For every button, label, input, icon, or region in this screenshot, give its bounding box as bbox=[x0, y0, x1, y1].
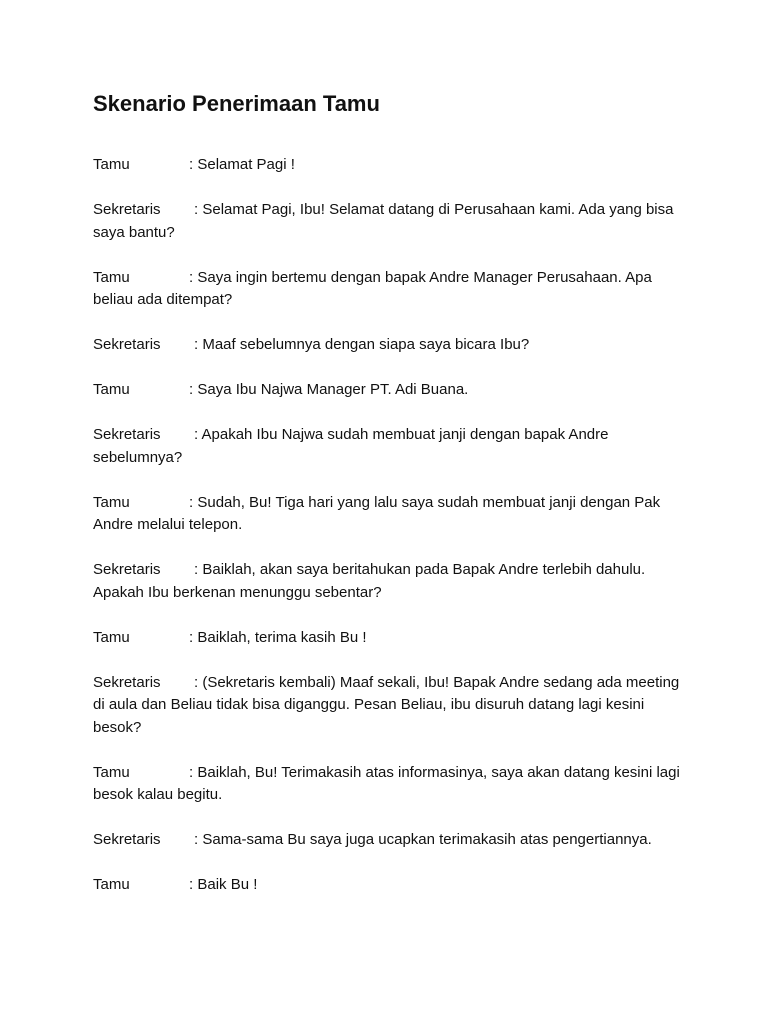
dialogue-text: Sudah, Bu! Tiga hari yang lalu saya sudah membuat janji dengan Pak Andre melalui telepon. bbox=[93, 493, 661, 533]
dialogue-line bbox=[93, 334, 693, 357]
dialogue-line bbox=[93, 424, 693, 469]
dialogue-text: Sama-sama Bu saya juga ucapkan terimakasih atas pengertiannya. bbox=[202, 831, 652, 848]
speaker-label: Tamu bbox=[93, 628, 130, 646]
speaker-label: Sekretaris bbox=[93, 831, 161, 848]
separator: : bbox=[194, 201, 203, 218]
dialogue-text: (Sekretaris kembali) Maaf sekali, Ibu! Bapak Andre sedang ada meeting di aula dan Beliau tidak bisa diganggu. Pesan Beliau, ibu disuruh datang lagi kesini besok? bbox=[93, 673, 680, 736]
speaker-label: Sekretaris bbox=[93, 201, 161, 218]
dialogue-line bbox=[93, 267, 693, 312]
separator: : bbox=[189, 156, 198, 173]
dialogue bbox=[93, 154, 693, 897]
dialogue-line bbox=[93, 199, 693, 244]
separator: : bbox=[189, 876, 198, 893]
separator: : bbox=[194, 673, 203, 691]
dialogue-text: Baik Bu ! bbox=[197, 876, 258, 893]
separator: : bbox=[189, 268, 198, 286]
document-title: Skenario Penerimaan Tamu bbox=[93, 91, 380, 116]
separator: : bbox=[189, 381, 198, 398]
dialogue-text: Apakah Ibu Najwa sudah membuat janji dengan bapak Andre sebelumnya? bbox=[93, 426, 609, 466]
dialogue-text: Baiklah, terima kasih Bu ! bbox=[197, 628, 367, 646]
speaker-label: Tamu bbox=[93, 493, 130, 511]
dialogue-text: Baiklah, Bu! Terimakasih atas informasinya, saya akan datang kesini lagi besok kalau begitu. bbox=[93, 763, 680, 803]
dialogue-text: Saya Ibu Najwa Manager PT. Adi Buana. bbox=[197, 381, 469, 398]
dialogue-line bbox=[93, 672, 693, 740]
dialogue-text: Saya ingin bertemu dengan bapak Andre Manager Perusahaan. Apa beliau ada ditempat? bbox=[93, 268, 652, 308]
dialogue-line bbox=[93, 762, 693, 807]
separator: : bbox=[194, 426, 202, 443]
speaker-label: Tamu bbox=[93, 381, 130, 398]
speaker-label: Sekretaris bbox=[93, 426, 161, 443]
separator: : bbox=[189, 763, 198, 781]
dialogue-text: Selamat Pagi, Ibu! Selamat datang di Perusahaan kami. Ada yang bisa saya bantu? bbox=[93, 201, 674, 241]
dialogue-line bbox=[93, 559, 693, 604]
dialogue-line bbox=[93, 627, 693, 650]
dialogue-line bbox=[93, 492, 693, 537]
separator: : bbox=[189, 493, 198, 511]
dialogue-line bbox=[93, 154, 693, 177]
dialogue-text: Maaf sebelumnya dengan siapa saya bicara Ibu? bbox=[202, 336, 530, 353]
dialogue-line bbox=[93, 874, 693, 897]
speaker-label: Tamu bbox=[93, 268, 130, 286]
separator: : bbox=[194, 336, 203, 353]
separator: : bbox=[189, 628, 198, 646]
dialogue-text: Baiklah, akan saya beritahukan pada Bapak Andre terlebih dahulu. Apakah Ibu berkenan menunggu sebentar? bbox=[93, 561, 646, 601]
speaker-label: Sekretaris bbox=[93, 673, 161, 691]
dialogue-text: Selamat Pagi ! bbox=[197, 156, 295, 173]
separator: : bbox=[194, 831, 203, 848]
document-page bbox=[93, 88, 693, 919]
speaker-label: Tamu bbox=[93, 876, 130, 893]
dialogue-line bbox=[93, 379, 693, 402]
speaker-label: Sekretaris bbox=[93, 336, 161, 353]
separator: : bbox=[194, 561, 203, 578]
speaker-label: Tamu bbox=[93, 763, 130, 781]
speaker-label: Tamu bbox=[93, 156, 130, 173]
speaker-label: Sekretaris bbox=[93, 561, 161, 578]
dialogue-line bbox=[93, 829, 693, 852]
